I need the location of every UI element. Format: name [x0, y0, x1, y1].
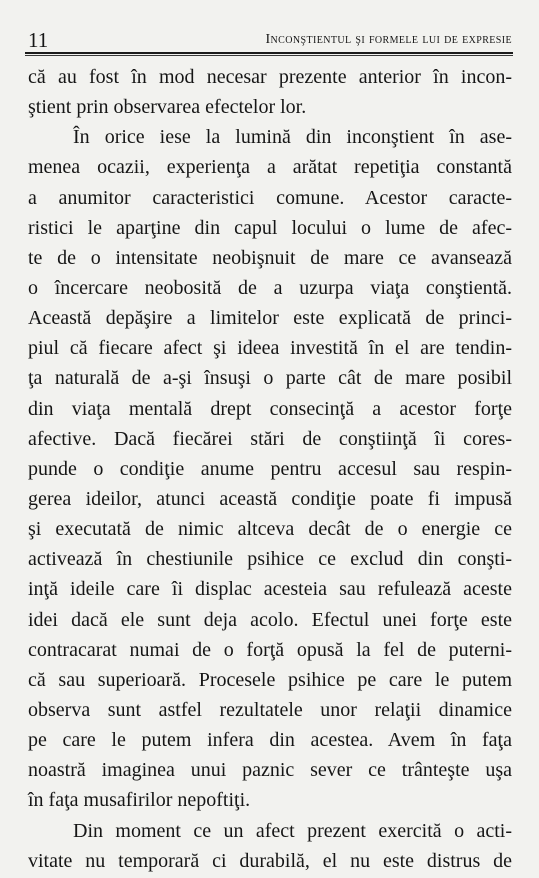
- text-line: o încercare neobosită de a uzurpa viaţa conştientă.: [28, 276, 512, 299]
- body-text: [28, 62, 512, 876]
- text-line: că au fost în mod necesar prezente anterior în incon-: [28, 66, 512, 88]
- header-rule: [25, 52, 513, 56]
- text-line: pe care le putem infera din acestea. Avem în faţa: [28, 729, 512, 752]
- text-line: Din moment ce un afect prezent exercită o acti-: [73, 819, 512, 842]
- text-line: vitate nu temporară ci durabilă, el nu este distrus de: [28, 849, 512, 872]
- text-line: ţa naturală de a-şi însuşi o parte cât de mare posibil: [28, 367, 512, 390]
- text-line: că sau superioară. Procesele psihice pe care le putem: [28, 668, 512, 691]
- text-line: afective. Dacă fiecărei stări de conştiinţă îi cores-: [28, 427, 512, 450]
- text-line: ştient prin observarea efectelor lor.: [28, 96, 307, 119]
- text-line: În orice iese la lumină din inconştient în ase-: [73, 126, 512, 149]
- text-line: te de o intensitate neobişnuit de mare ce avansează: [28, 246, 512, 269]
- text-line: activează în chestiunile psihice ce exclud din conşti-: [28, 548, 512, 571]
- paragraph: [28, 62, 512, 122]
- text-line: Această depăşire a limitelor este explicată de princi-: [28, 307, 512, 330]
- text-line: în faţa musafirilor nepoftiţi.: [28, 789, 251, 812]
- text-line: ristici le aparţine din capul locului o lume de afec-: [28, 216, 512, 239]
- text-line: din viaţa mentală drept consecinţă a acestor forţe: [28, 397, 512, 420]
- text-line: observa sunt astfel rezultatele unor relaţii dinamice: [28, 698, 512, 721]
- paragraph: [28, 816, 512, 876]
- text-line: gerea ideilor, atunci această condiţie poate fi impusă: [28, 487, 512, 510]
- text-line: şi executată de nimic altceva decât de o energie ce: [28, 518, 512, 541]
- text-line: noastră imaginea unui paznic sever ce trânteşte uşa: [28, 759, 512, 782]
- paragraph: [28, 122, 512, 815]
- text-line: a anumitor caracteristici comune. Acestor caracte-: [28, 186, 512, 209]
- text-line: contracarat numai de o forţă opusă la fel de puterni-: [28, 638, 512, 661]
- text-line: menea ocazii, experienţa a arătat repetiţia constantă: [28, 156, 512, 179]
- text-line: inţă ideile care îi displac acesteia sau refulează aceste: [28, 578, 512, 601]
- text-line: idei dacă ele sunt deja acolo. Efectul unei forţe este: [28, 608, 512, 631]
- running-head: Inconştientul şi formele lui de expresie: [265, 32, 512, 47]
- page-number: 11: [28, 28, 49, 52]
- text-line: piul că fiecare afect şi ideea investită în el are tendin-: [28, 337, 512, 360]
- text-line: punde o condiţie anume pentru accesul sau respin-: [28, 457, 512, 480]
